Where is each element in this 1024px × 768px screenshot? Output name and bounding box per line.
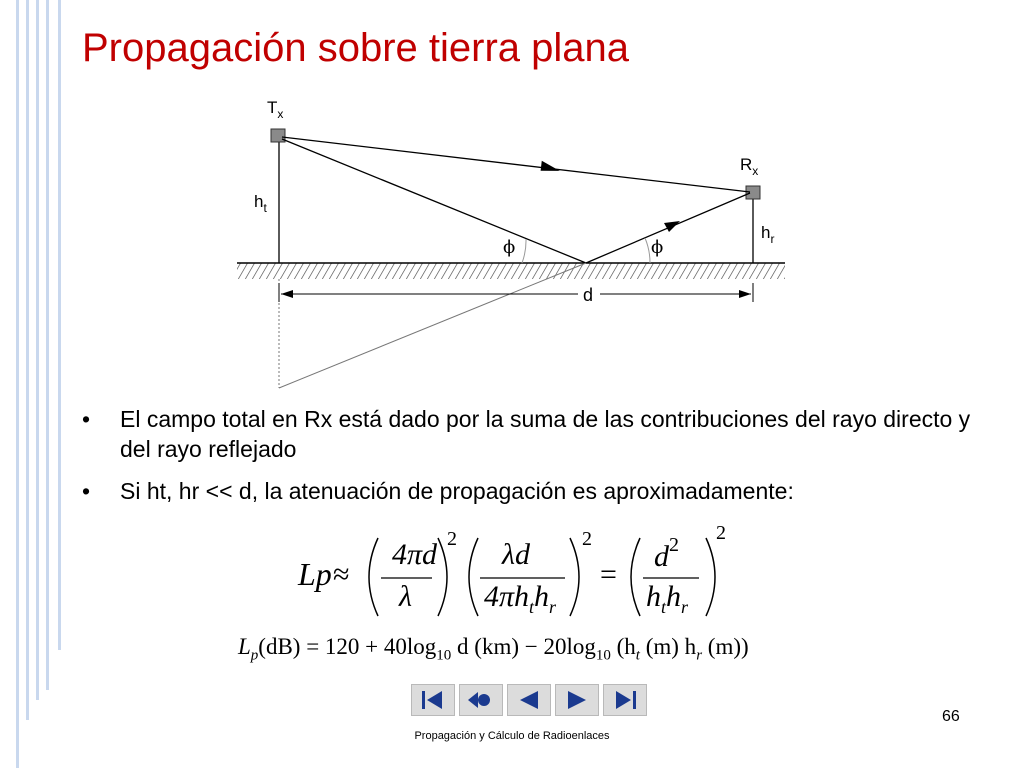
d-arrowhead-right	[739, 290, 751, 298]
d-label: d	[583, 285, 594, 305]
direct-ray-arrow	[541, 161, 561, 173]
hr-label: $h_r$	[761, 223, 775, 246]
slide-footer: Propagación y Cálculo de Radioenlaces	[414, 730, 610, 742]
bullet-marker: •	[82, 478, 91, 504]
last-slide-button[interactable]	[603, 684, 647, 716]
eq1-f1-numerator: 4πd	[392, 538, 438, 571]
eq1-equals: =	[600, 558, 617, 591]
eq1-lhs: Lp	[298, 556, 332, 592]
image-ray	[279, 263, 586, 388]
back-button[interactable]	[459, 684, 503, 716]
bullet-text: Si ht, hr << d, la atenuación de propagación es aproximadamente:	[120, 478, 794, 504]
eq1-exp-2: 2	[582, 528, 592, 550]
reflected-ray-arrow	[664, 221, 680, 232]
rx-antenna	[746, 186, 760, 199]
next-icon	[564, 689, 590, 711]
tx-label: $T_x$	[267, 98, 284, 121]
eq1-approx: ≈	[333, 558, 350, 591]
ht-label: $h_t$	[254, 192, 267, 215]
slide-navigation	[411, 684, 647, 716]
eq1-exp-3: 2	[716, 522, 726, 544]
angle-arc-right	[645, 238, 650, 263]
direct-ray	[282, 137, 750, 192]
phi-left-label: ϕ	[503, 237, 516, 258]
next-slide-button[interactable]	[555, 684, 599, 716]
bullet-item	[82, 476, 982, 506]
previous-icon	[516, 689, 542, 711]
bullet-text: El campo total en Rx está dado por la suma de las contribuciones del rayo directo y del rayo reflejado	[120, 406, 971, 462]
phi-right-label: ϕ	[651, 237, 664, 258]
bullet-list	[82, 404, 982, 518]
page-number: 66	[942, 708, 960, 725]
eq1-f1-denominator: λ	[399, 580, 412, 613]
rx-label: $R_x$	[740, 155, 759, 178]
eq1-f3-denominator: $h_th_r$	[646, 580, 689, 617]
incident-ray	[282, 139, 586, 263]
ground-hatch	[237, 263, 785, 279]
slide-title: Propagación sobre tierra plana	[82, 26, 630, 70]
angle-arc-left	[522, 239, 526, 263]
eq1-f2-numerator: λd	[502, 538, 530, 571]
eq1-f2-denominator: $4\pi h_th_r$	[484, 580, 557, 617]
first-slide-button[interactable]	[411, 684, 455, 716]
bullet-item	[82, 404, 982, 464]
bullet-marker: •	[82, 406, 91, 432]
last-icon	[612, 689, 638, 711]
back-icon	[466, 689, 496, 711]
eq1-f3-numerator: $d^2$	[654, 534, 679, 573]
previous-slide-button[interactable]	[507, 684, 551, 716]
first-icon	[420, 689, 446, 711]
path-loss-db-equation: $L_p(dB) = 120 + 40\log_{10}$ d $(km) - 20\log_{10}$ ($h_t$ (m) $h_r$ (m))	[238, 634, 749, 664]
d-arrowhead-left	[281, 290, 293, 298]
eq1-exp-1: 2	[447, 528, 457, 550]
